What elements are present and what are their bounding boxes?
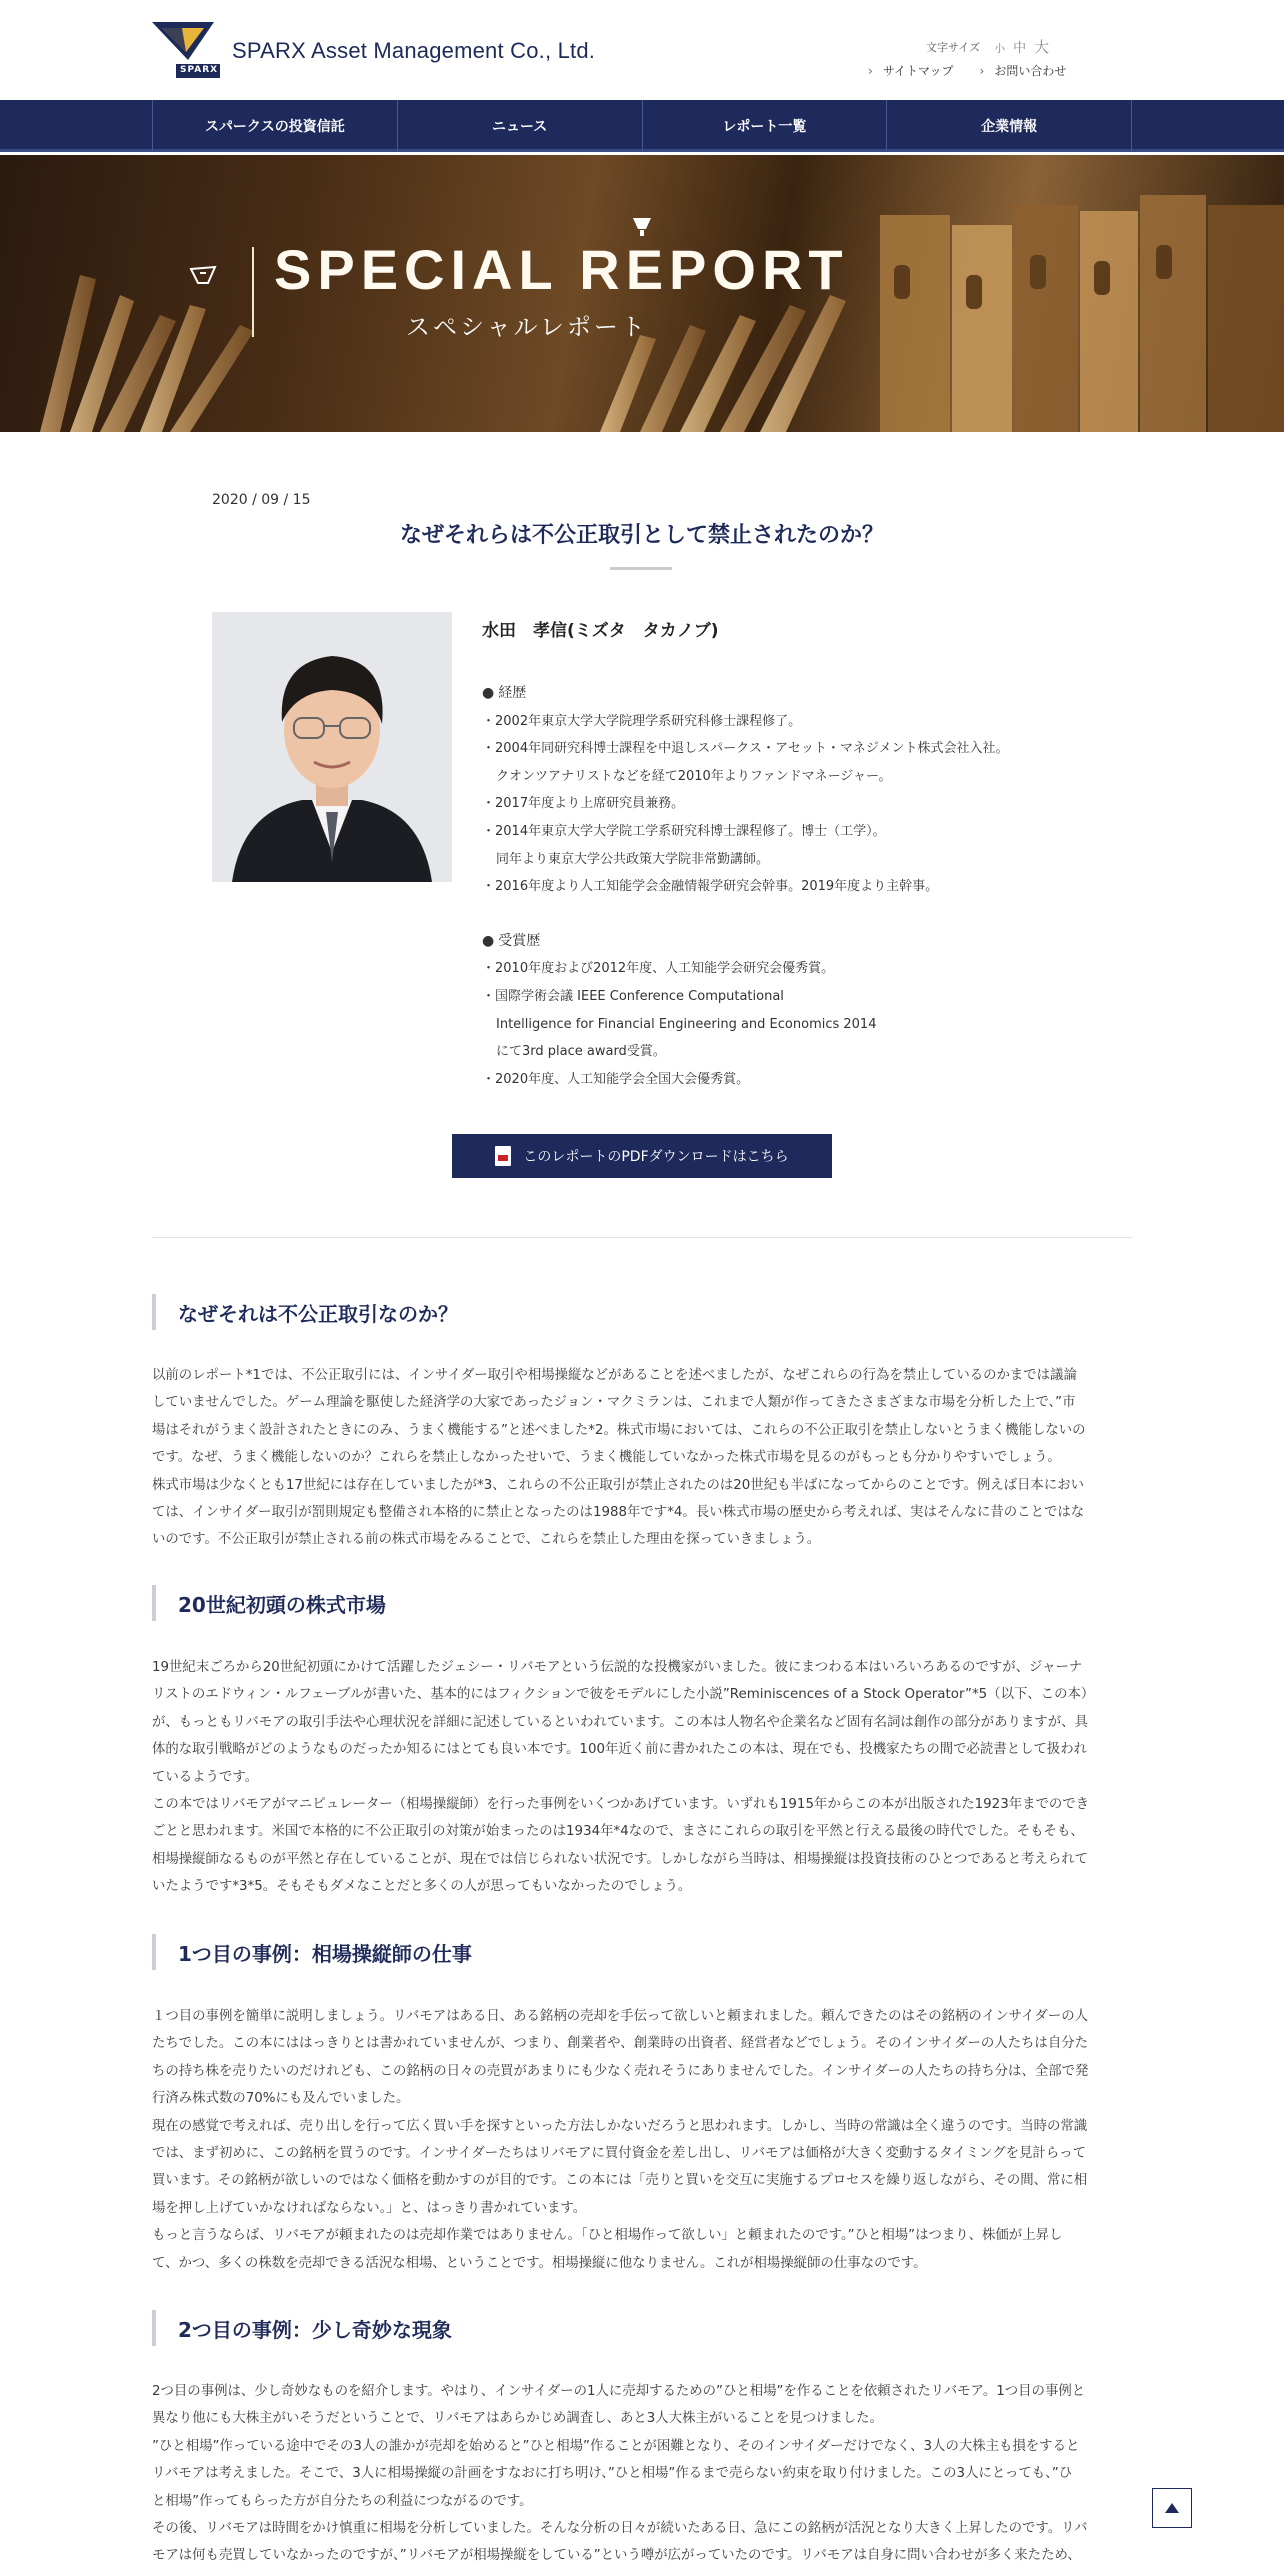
top-links <box>868 62 1066 79</box>
section-heading: 20世紀初頭の株式市場 <box>152 1585 1132 1621</box>
body-line: 以前のレポート*1では、不公正取引には、インサイダー取引や相場操縦などがあることを述べましたが、なぜこれらの行為を禁止しているのかまでは議論 <box>152 1368 1077 1383</box>
title-underline <box>610 567 672 570</box>
hero-subtitle: スペシャルレポート <box>406 313 648 341</box>
award-item: ・ 2020年度、人工知能学会全国大会優秀賞。 <box>482 1066 1008 1094</box>
pdf-icon <box>495 1146 511 1166</box>
body-line: と相場”作ってもらった方が自分たちの利益につながるのです。 <box>152 2493 533 2509</box>
body-line: 場を押し上げていかなければならない。」と、はっきり書かれています。 <box>152 2200 587 2216</box>
body-line: 2つ目の事例は、少し奇妙なものを紹介します。やはり、インサイダーの1人に売却するための”ひと相場”を作ることを依頼されたリバモア。1つ目の事例と <box>152 2384 1086 2399</box>
author-profile <box>482 680 1008 1093</box>
section-body <box>152 1654 1132 1901</box>
body-line: いたようです*3*5。そもそもダメなことだと多くの人が思ってもいなかったのでしょう。 <box>152 1879 692 1895</box>
body-line: ごとと思われます。米国で本格的に不公正取引の対策が始まったのは1934年*4なので、まさにこれらの取引を平然と行える最後の時代でした。そもそも、 <box>152 1824 1084 1840</box>
career-item: ・ 2016年度より人工知能学会金融情報学研究会幹事。2019年度より主幹事。 <box>482 873 1008 901</box>
nav-item-reports[interactable]: レポート一覧 <box>643 100 888 152</box>
body-line: 相場操縦師なるものが平然と存在していることが、現在では信じられない状況です。しかしながら当時は、相場操縦は投資技術のひとつであると考えられて <box>152 1851 1088 1867</box>
career-item: ・ 2004年同研究科博士課程を中退しスパークス・アセット・マネジメント株式会社入社。 <box>482 735 1008 763</box>
career-heading: ● 経歴 <box>482 680 1008 708</box>
section-heading: 2つ目の事例：少し奇妙な現象 <box>152 2310 1132 2346</box>
font-size-label: 文字サイズ <box>926 40 981 54</box>
body-line: 行済み株式数の70%にも及んでいました。 <box>152 2091 410 2107</box>
body-line: て、かつ、多くの株数を売却できる活況な相場、ということです。相場操縦に他なりません。これが相場操縦師の仕事なのです。 <box>152 2255 927 2271</box>
body-line: していませんでした。ゲーム理論を駆使した経済学の大家であったジョン・マクミランは、これまで人類が作ってきたさまざまな市場を分析した上で、”市 <box>152 1395 1076 1411</box>
body-line: ちの持ち株を売りたいのだけれども、この銘柄の日々の売買があまりにも少なく売れそうにありませんでした。インサイダーの人たちの持ち分は、全部で発 <box>152 2063 1089 2079</box>
career-item: ・ 2002年東京大学大学院理学系研究科修士課程修了。 <box>482 708 1008 736</box>
body-line: 異なり他にも大株主がいそうだということで、リバモアはあらかじめ調査し、あと3人大株主がいることを見つけました。 <box>152 2411 883 2427</box>
career-item-cont: 同年より東京大学公共政策大学院非常勤講師。 <box>496 851 770 867</box>
pdf-download-label: このレポートのPDFダウンロードはこちら <box>523 1149 789 1165</box>
contact-link[interactable]: › お問い合わせ <box>980 62 1067 79</box>
body-line: リバモアは考えました。そこで、3人に相場操縦の計画をすなおに打ち明け、”ひと相場”作るまで売らない約束を取り付けました。この3人にとっても、”ひ <box>152 2466 1073 2482</box>
body-line: ては、インサイダー取引が罰則規定も整備され本格的に禁止となったのは1988年です*4。長い株式市場の歴史から考えれば、実はそんなに昔のことではな <box>152 1505 1085 1521</box>
font-size-switcher <box>926 36 1049 57</box>
award-item: ・ 国際学術会議 IEEE Conference Computational <box>482 983 1008 1011</box>
nav-item-funds[interactable]: スパークスの投資信託 <box>153 100 398 152</box>
nav-item-company[interactable]: 企業情報 <box>887 100 1132 152</box>
body-line: ているようです。 <box>152 1769 259 1785</box>
body-line: この本ではリバモアがマニピュレーター（相場操縦師）を行った事例をいくつかあげています。いずれも1915年からこの本が出版された1923年までのでき <box>152 1797 1090 1813</box>
logo-sub-text: SPARX <box>180 65 219 75</box>
hero-banner <box>0 155 1284 432</box>
body-line: モアは何も売買していなかったのですが、”リバモアが相場操縦をしている”という噂が広がっていたのです。リバモアは自身に問い合わせが多く来たため、 <box>152 2548 1081 2564</box>
section-heading: なぜそれは不公正取引なのか？ <box>152 1294 1132 1330</box>
trophy-icon <box>188 265 218 293</box>
awards-heading: ● 受賞歴 <box>482 928 1008 956</box>
body-line: 場はそれがうまく設計されたときにのみ、うまく機能する”と述べました*2。株式市場においては、これらの不公正取引を禁止しないとうまく機能しないの <box>152 1422 1086 1438</box>
author-photo <box>212 612 452 882</box>
body-line: 体的な取引戦略がどのようなものだったか知るにはとても良い本です。100年近く前に書かれたこの本は、現在でも、投機家たちの間で必読書として扱われ <box>152 1742 1088 1758</box>
body-line: その後、リバモアは時間をかけ慎重に相場を分析していました。そんな分析の日々が続いたある日、急にこの銘柄が活況となり大きく上昇したのです。リバ <box>152 2521 1088 2537</box>
article-title: なぜそれらは不公正取引として禁止されたのか？ <box>399 523 884 548</box>
body-line: もっと言うならば、リバモアが頼まれたのは売却作業ではありません。「ひと相場作って欲しい」と頼まれたのです。”ひと相場”はつまり、株価が上昇し <box>152 2228 1063 2244</box>
body-line: が、もっともリバモアの取引手法や心理状況を詳細に記述しているといわれています。この本は人物名や企業名など固有名詞は創作の部分がありますが、具 <box>152 1714 1088 1730</box>
career-item: ・ 2017年度より上席研究員兼務。 <box>482 790 1008 818</box>
body-line: 買います。その銘柄が欲しいのではなく価格を動かすのが目的です。この本には「売りと買いを交互に実施するプロセスを繰り返しながら、その間、常に相 <box>152 2173 1088 2189</box>
award-item-cont: Intelligence for Financial Engineering and Economics 2014 <box>496 1016 877 1032</box>
body-line: です。なぜ、うまく機能しないのか？これらを禁止しなかったせいで、うまく機能していなかった株式市場を見るのがもっとも分かりやすいでしょう。 <box>152 1450 1061 1466</box>
body-line: リストのエドウィン・ルフェーブルが書いた、基本的にはフィクションで彼をモデルにした小説”Reminiscences of a Stock Operator”*5（以下、この本） <box>152 1687 1095 1703</box>
font-size-medium[interactable]: 中 <box>1013 41 1027 56</box>
body-line: 現在の感覚で考えれば、売り出しを行って広く買い手を探すといった方法しかないだろうと思われます。しかし、当時の常識は全く違うのです。当時の常識 <box>152 2118 1088 2134</box>
logo-text: SPARX Asset Management Co., Ltd. <box>232 38 596 63</box>
career-item-cont: クオンツアナリストなどを経て2010年よりファンドマネージャー。 <box>496 768 892 784</box>
section-heading: 1つ目の事例：相場操縦師の仕事 <box>152 1934 1132 1970</box>
section-body <box>152 2003 1132 2277</box>
body-line: 株式市場は少なくとも17世紀には存在していましたが*3、これらの不公正取引が禁止されたのは20世紀も半ばになってからのことです。例えば日本におい <box>152 1477 1084 1493</box>
font-size-small[interactable]: 小 <box>994 42 1006 55</box>
sitemap-link[interactable]: › サイトマップ <box>868 62 954 79</box>
body-line: １つ目の事例を簡単に説明しましょう。リバモアはある日、ある銘柄の売却を手伝って欲しいと頼まれました。頼んできたのはその銘柄のインサイダーの人 <box>152 2009 1088 2024</box>
global-nav <box>0 100 1284 152</box>
section-body <box>152 2378 1132 2568</box>
body-line: ”ひと相場”作っている途中でその3人の誰かが売却を始めると”ひと相場”作ることが困難となり、そのインサイダーだけでなく、3人の大株主も損をすると <box>152 2438 1080 2454</box>
section-body <box>152 1362 1132 1554</box>
content-divider <box>152 1237 1132 1238</box>
body-line: いのです。不公正取引が禁止される前の株式市場をみることで、これらを禁止した理由を探っていきましょう。 <box>152 1532 821 1548</box>
award-item-cont: にて3rd place award受賞。 <box>496 1044 666 1060</box>
site-header <box>0 0 1284 100</box>
body-line: では、まず初めに、この銘柄を買うのです。インサイダーたちはリバモアに買付資金を差し出し、リバモアは価格が大きく変動するタイミングを見計らって <box>152 2146 1086 2162</box>
sparx-logo-icon <box>152 22 230 80</box>
body-line: たちでした。この本にははっきりとは書かれていませんが、つまり、創業者や、創業時の出資者、経営者などでしょう。そのインサイダーの人たちは自分た <box>152 2036 1088 2052</box>
hero-title: SPECIAL REPORT <box>274 238 849 301</box>
nav-item-news[interactable]: ニュース <box>398 100 643 152</box>
award-item: ・ 2010年度および2012年度、人工知能学会研究会優秀賞。 <box>482 955 1008 983</box>
arrow-up-icon <box>1165 2503 1179 2513</box>
site-logo[interactable] <box>152 22 595 80</box>
back-to-top-button[interactable] <box>1152 2488 1192 2528</box>
font-size-large[interactable]: 大 <box>1034 38 1050 56</box>
pdf-download-button[interactable] <box>452 1134 832 1178</box>
career-item: ・ 2014年東京大学大学院工学系研究科博士課程修了。博士（工学）。 <box>482 818 1008 846</box>
article-date: 2020 / 09 / 15 <box>212 492 311 508</box>
hero-divider <box>252 247 254 337</box>
body-line: 19世紀末ごろから20世紀初頭にかけて活躍したジェシー・リバモアという伝説的な投機家がいました。彼にまつわる本はいろいろあるのですが、ジャーナ <box>152 1660 1083 1675</box>
author-name: 水田 孝信(ミズタ タカノブ) <box>482 621 719 641</box>
